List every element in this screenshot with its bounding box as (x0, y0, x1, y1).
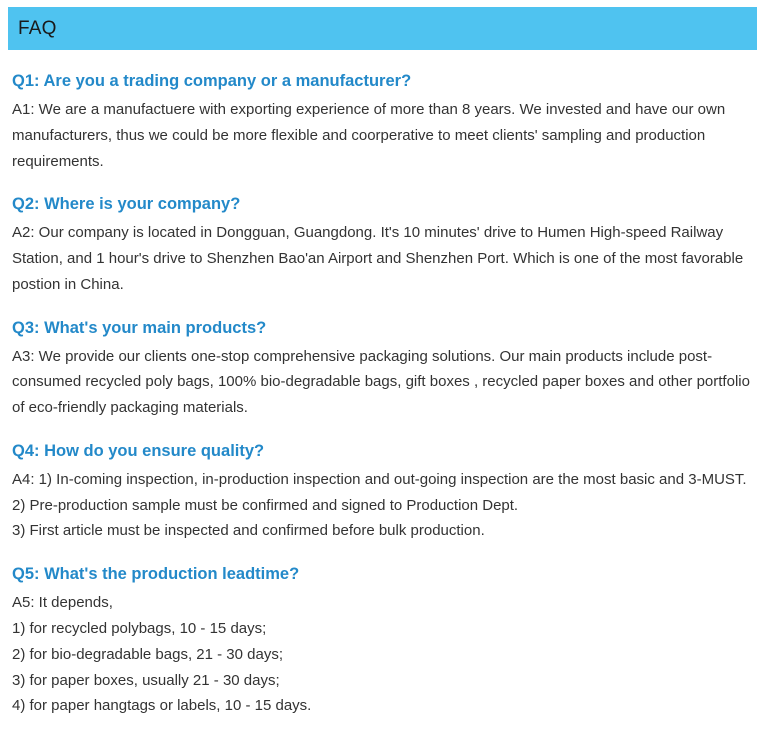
faq-answer (12, 97, 750, 174)
faq-question: Q3: What's your main products? (12, 318, 267, 337)
faq-answer (12, 220, 750, 297)
faq-page (0, 7, 765, 755)
faq-answer-line: A3: We provide our clients one-stop comprehensive packaging solutions. Our main products include post-consumed recycled poly bags, 100% bio-degradable bags, gift boxes , recycled paper boxes and other portfolio of eco-friendly packaging materials. (12, 347, 750, 417)
faq-answer-line: 1) for recycled polybags, 10 - 15 days; (12, 619, 267, 637)
faq-answer-line: 4) for paper hangtags or labels, 10 - 15 days. (12, 697, 312, 715)
faq-answer (12, 467, 750, 544)
faq-header-bar (8, 7, 757, 50)
faq-answer-line: 3) First article must be inspected and confirmed before bulk production. (12, 522, 485, 540)
faq-answer-line: A1: We are a manufactuere with exporting experience of more than 8 years. We invested and have our own manufacturers, thus we could be more flexible and coorperative to meet clients' sampling and production requirements. (12, 100, 726, 170)
faq-item (12, 440, 750, 544)
faq-answer-line: A4: 1) In-coming inspection, in-production inspection and out-going inspection are the most basic and 3-MUST. (12, 470, 747, 488)
faq-answer-line: A5: It depends, (12, 594, 113, 612)
faq-answer (12, 590, 750, 719)
faq-answer (12, 344, 750, 421)
faq-answer-line: 2) Pre-production sample must be confirmed and signed to Production Dept. (12, 496, 519, 514)
faq-question: Q2: Where is your company? (12, 195, 241, 214)
faq-question: Q4: How do you ensure quality? (12, 441, 265, 460)
faq-question: Q1: Are you a trading company or a manufacturer? (12, 72, 412, 90)
faq-item (12, 193, 750, 297)
faq-item (12, 317, 750, 421)
faq-answer-line: A2: Our company is located in Dongguan, Guangdong. It's 10 minutes' drive to Humen High-speed Railway Station, and 1 hour's drive to Shenzhen Bao'an Airport and Shenzhen Port. Which is one of the most favorable postion in China. (12, 224, 744, 293)
faq-item (12, 563, 750, 719)
faq-question: Q5: What's the production leadtime? (12, 565, 300, 584)
faq-answer-line: 2) for bio-degradable bags, 21 - 30 days; (12, 645, 284, 663)
faq-content (0, 70, 765, 719)
faq-item (12, 70, 750, 174)
page-title: FAQ (18, 17, 57, 39)
faq-answer-line: 3) for paper boxes, usually 21 - 30 days; (12, 671, 280, 689)
